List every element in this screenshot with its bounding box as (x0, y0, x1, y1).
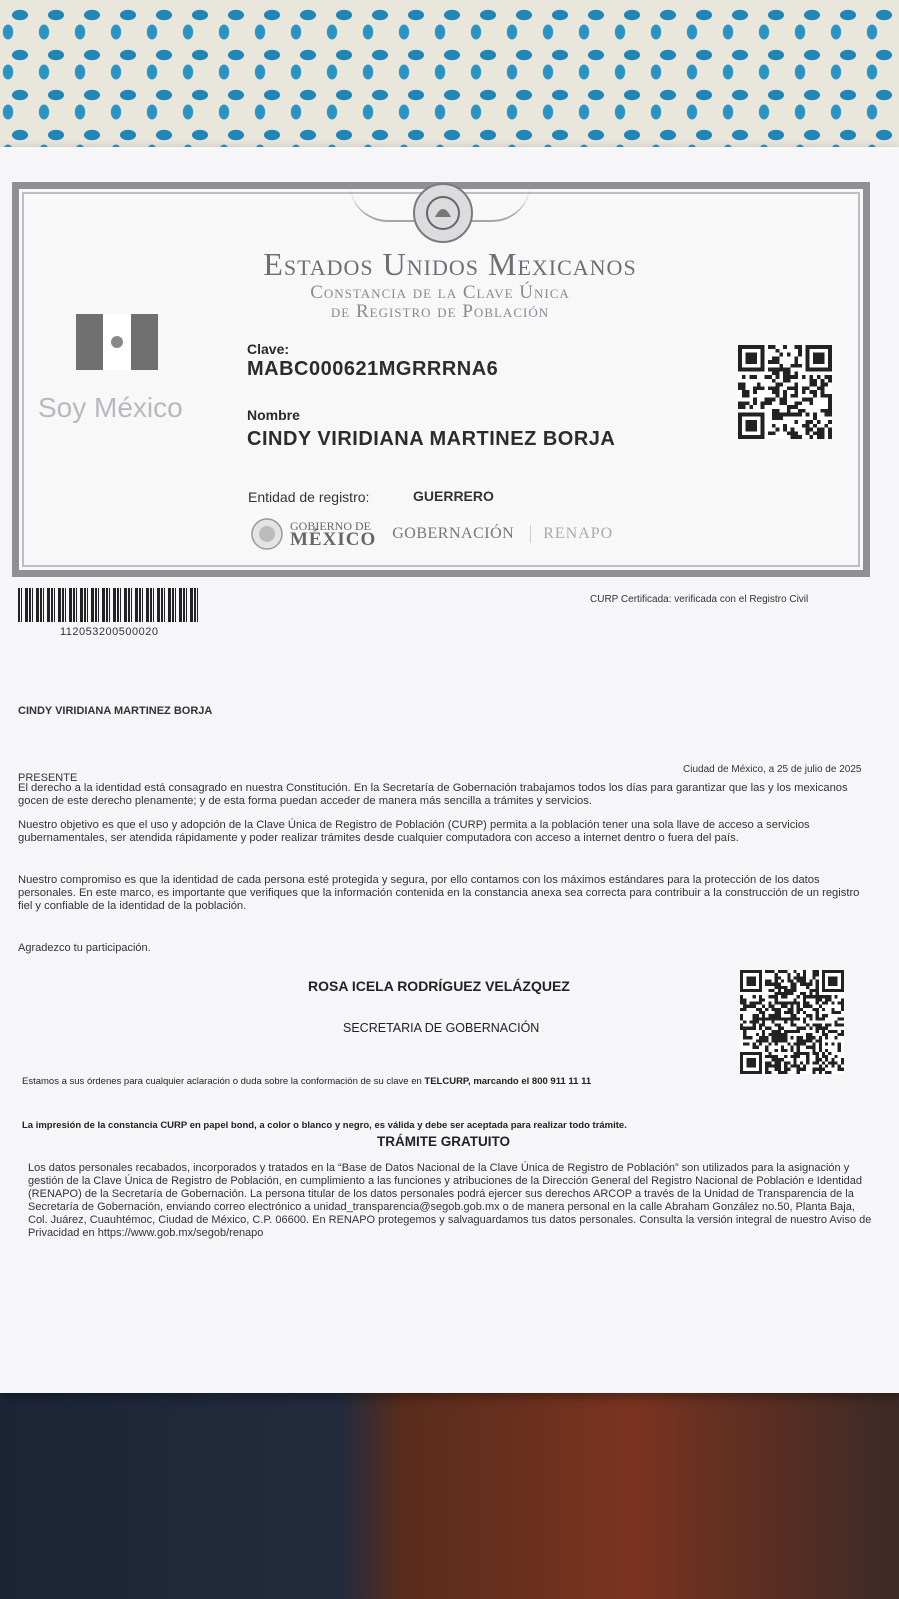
gobierno-seal-icon (250, 517, 284, 551)
free-procedure-label: TRÁMITE GRATUITO (377, 1134, 510, 1149)
gob-line-1: GOBIERNO DE (290, 519, 371, 533)
renapo-logo: RENAPO (530, 525, 613, 543)
nombre-value: CINDY VIRIDIANA MARTINEZ BORJA (247, 428, 616, 450)
gob-line-2: MÉXICO (290, 529, 377, 550)
mexican-flag-icon (76, 314, 158, 370)
clave-value: MABC000621MGRRRNA6 (247, 358, 499, 380)
contact-prefix: Estamos a sus órdenes para cualquier aclaración o duda sobre la conformación de su clave en (22, 1076, 425, 1087)
letter-date: Ciudad de México, a 25 de julio de 2025 (683, 764, 862, 775)
letter-closing: Agradezco tu participación. (18, 942, 151, 954)
signer-title: SECRETARIA DE GOBERNACIÓN (343, 1021, 540, 1035)
table-background (0, 1380, 899, 1599)
government-logos (250, 517, 613, 551)
privacy-notice: Los datos personales recabados, incorporados y tratados en la “Base de Datos Nacional de la Clave Única de Registro de Población” son utilizados para la asignación y gestión de la Clave Única de Registro de Población, en cumplimiento a las funciones y atribuciones de la Dirección General del Registro Nacional de Población e Identidad (RENAPO) de la Secretaría de Gobernación. La persona titular de los datos personales podrá ejercer sus derechos ARCOP a través de la Unidad de Transparencia de la Secretaría de Gobernación, enviando correo electrónico a unidad_transparencia@segob.gob.mx o de manera personal en la calle Abraham González no.50, Planta Baja, Col. Juárez, Cuauhtémoc, Ciudad de México, C.P. 06600. En RENAPO protegemos y salvaguardamos tus datos personales. Consulta la versión integral de nuestro Aviso de Privacidad en https://www.gob.mx/segob/renapo (28, 1162, 872, 1239)
letter-presente: PRESENTE (18, 772, 78, 784)
letter-paragraph-1: El derecho a la identidad está consagrado en nuestra Constitución. En la Secretaría de Gobernación trabajamos todos los días para garantizar que las y los mexicanos gocen de este derecho plenamente; y de esta forma puedan acceder de manera más sencilla a trámites y servicios. (18, 782, 848, 807)
barcode-number: 112053200500020 (60, 626, 159, 638)
document-title-line-1: Constancia de la Clave Única (310, 282, 570, 303)
clave-label: Clave: (247, 341, 290, 357)
country-title: Estados Unidos Mexicanos (263, 246, 637, 282)
signature-qr-code-icon (740, 970, 844, 1074)
gobierno-de-mexico-logo (250, 517, 376, 551)
document-title-line-2: de Registro de Población (330, 301, 550, 322)
nombre-label: Nombre (247, 407, 300, 423)
certified-note: CURP Certificada: verificada con el Registro Civil (590, 594, 809, 605)
letter-paragraph-2: Nuestro objetivo es que el uso y adopción de la Clave Única de Registro de Población (CURP) permita a la población tener una sola llave de acceso a servicios gubernamentales, ser atendida rápidamente y poder realizar trámites desde cualquier computadora con acceso a internet dentro o fuera del país. (18, 819, 810, 844)
contact-telcurp: TELCURP, marcando el 800 911 11 11 (424, 1076, 592, 1087)
entidad-value: GUERRERO (413, 488, 494, 504)
gobernacion-logo: GOBERNACIÓN (392, 525, 515, 542)
contact-line (22, 1076, 591, 1087)
national-seal-icon (413, 183, 473, 243)
validity-notice: La impresión de la constancia CURP en papel bond, a color o blanco y negro, es válida y debe ser aceptada para realizar todo trámite. (22, 1120, 627, 1131)
letter-paragraph-3: Nuestro compromiso es que la identidad de cada persona esté protegida y segura, por ello contamos con los máximos estándares para la protección de los datos personales. En este marco, es importante que verifiques que la información contenida en la constancia anexa sea correcta para contribuir a la construcción de un registro fiel y confiable de la identidad de la población. (18, 874, 860, 912)
slogan: Soy México (38, 392, 183, 423)
qr-code-icon (738, 345, 832, 439)
tablecloth-background (0, 0, 899, 150)
signer-name: ROSA ICELA RODRÍGUEZ VELÁZQUEZ (308, 978, 570, 994)
letter-recipient: CINDY VIRIDIANA MARTINEZ BORJA (18, 705, 213, 717)
entidad-label: Entidad de registro: (248, 489, 370, 505)
barcode (18, 588, 198, 622)
